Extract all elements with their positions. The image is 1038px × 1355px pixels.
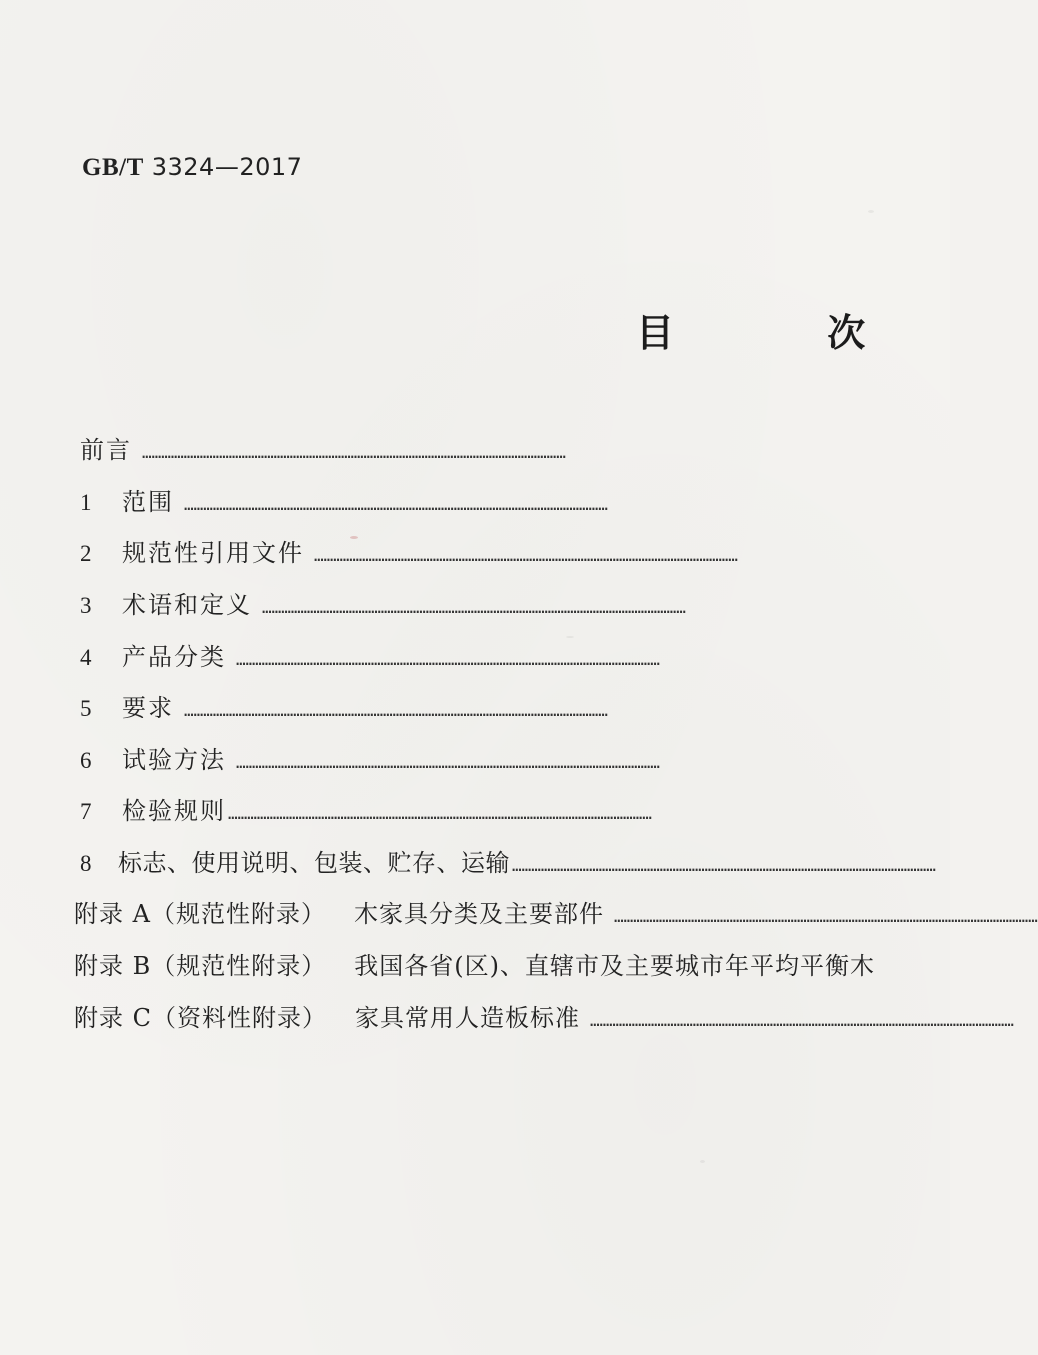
toc-entry-marking-packaging[interactable] xyxy=(80,843,950,883)
toc-entry-appendix-a[interactable] xyxy=(74,894,1038,934)
toc-entry-number: 3 xyxy=(80,593,92,618)
dot-leader: …………………………………………………………………………………………………………………… xyxy=(512,856,936,875)
appendix-prefix: 附录 A（规范性附录） xyxy=(74,900,326,928)
toc-entry-appendix-b[interactable] xyxy=(74,946,950,986)
toc-entry-terms[interactable] xyxy=(80,585,950,625)
toc-title: 目 次 xyxy=(636,311,936,355)
appendix-title: 我国各省(区)、直辖市及主要城市年平均平衡木 xyxy=(354,952,875,980)
toc-entry-label: 试验方法 xyxy=(122,746,226,774)
dot-leader: …………………………………………………………………………………………………………………… xyxy=(142,443,566,462)
toc-entry-appendix-c[interactable] xyxy=(74,998,1014,1038)
toc-entry-classification[interactable] xyxy=(80,637,950,677)
toc-entry-number: 7 xyxy=(80,799,92,824)
dot-leader: …………………………………………………………………………………………………………………… xyxy=(184,495,608,514)
dot-leader: …………………………………………………………………………………………………………………… xyxy=(314,546,738,565)
toc-entry-label: 前言 xyxy=(80,436,132,464)
toc-entry-test-methods[interactable] xyxy=(80,740,950,780)
dot-leader: …………………………………………………………………………………………………………………… xyxy=(613,907,1038,926)
toc-entry-label: 标志、使用说明、包装、贮存、运输 xyxy=(118,849,510,877)
toc-entry-label: 术语和定义 xyxy=(122,591,252,619)
dot-leader: …………………………………………………………………………………………………………………… xyxy=(262,598,686,617)
dot-leader: …………………………………………………………………………………………………………………… xyxy=(236,650,660,669)
dot-leader: …………………………………………………………………………………………………………………… xyxy=(590,1011,1014,1030)
toc-entry-number: 4 xyxy=(80,645,92,670)
toc-entry-label: 范围 xyxy=(122,488,174,516)
dot-leader: …………………………………………………………………………………………………………………… xyxy=(228,804,652,823)
toc-entry-label: 要求 xyxy=(122,694,174,722)
toc-entry-number: 1 xyxy=(80,490,92,515)
toc-entry-preface[interactable] xyxy=(80,430,950,470)
toc-entry-inspection-rules[interactable] xyxy=(80,791,950,831)
toc-entry-label: 产品分类 xyxy=(122,643,226,671)
appendix-title: 木家具分类及主要部件 xyxy=(353,900,604,928)
appendix-title: 家具常用人造板标准 xyxy=(355,1004,580,1032)
toc-entry-number: 6 xyxy=(80,748,92,773)
standard-number: 3324—2017 xyxy=(151,153,303,181)
toc-entry-number: 2 xyxy=(80,541,92,566)
appendix-prefix: 附录 B（规范性附录） xyxy=(74,952,327,980)
standard-prefix: GB/T xyxy=(82,154,144,181)
appendix-prefix: 附录 C（资料性附录） xyxy=(74,1004,327,1032)
toc-entry-scope[interactable] xyxy=(80,482,950,522)
toc-entry-requirements[interactable] xyxy=(80,688,950,728)
toc-entry-number: 5 xyxy=(80,696,92,721)
dot-leader: …………………………………………………………………………………………………………………… xyxy=(184,701,608,720)
toc-entry-normative-references[interactable] xyxy=(80,533,950,573)
toc-entry-label: 检验规则 xyxy=(122,797,226,825)
dot-leader: …………………………………………………………………………………………………………………… xyxy=(236,753,660,772)
toc-entry-label: 规范性引用文件 xyxy=(122,539,304,567)
toc-entry-number: 8 xyxy=(80,851,92,876)
